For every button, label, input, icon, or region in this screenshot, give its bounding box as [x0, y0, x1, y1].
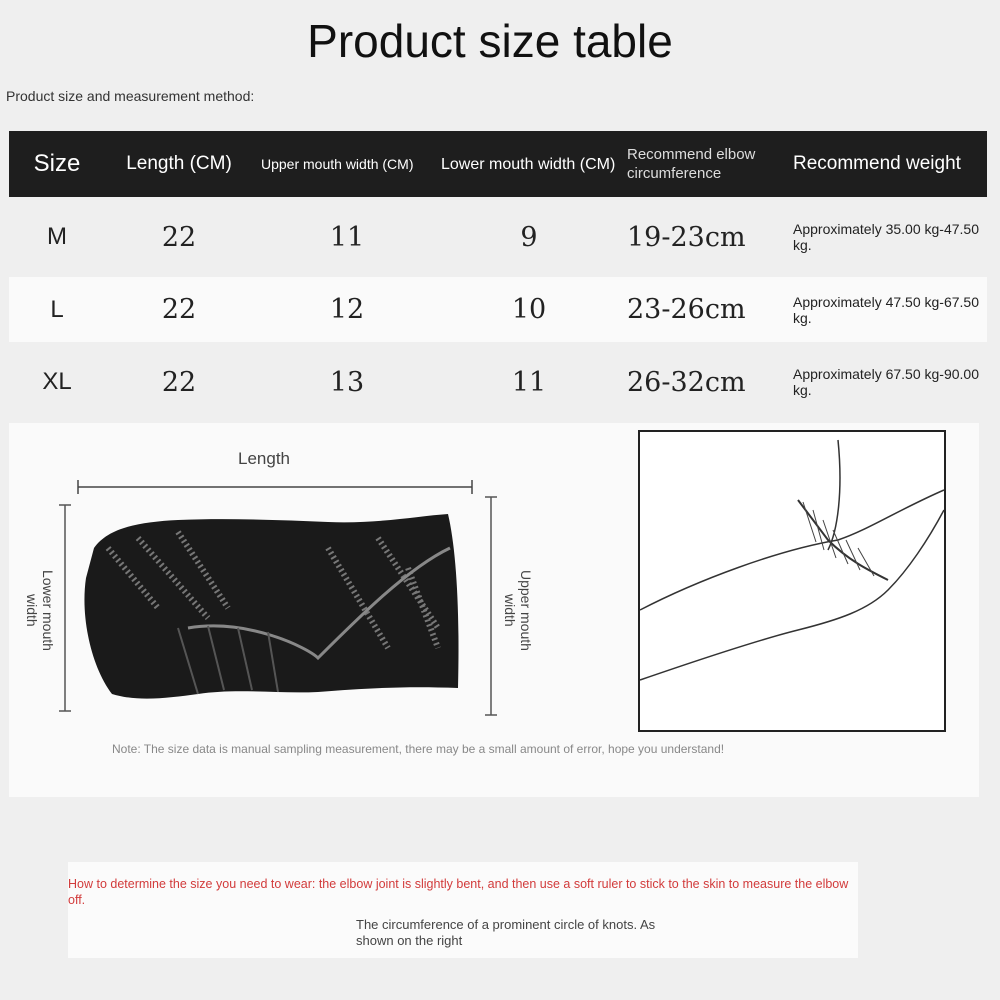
cell-weight: Approximately 47.50 kg-67.50 kg.: [793, 293, 979, 326]
arm-measuring-icon: [638, 430, 948, 734]
length-arrow-icon: [75, 478, 475, 498]
cell-elbow-circumference: 23-26cm: [627, 294, 746, 325]
cell-weight: Approximately 35.00 kg-47.50 kg.: [793, 221, 979, 253]
note-text: Note: The size data is manual sampling measurement, there may be a small amount of error, hope you understand!: [112, 742, 725, 756]
length-label: Length: [238, 449, 290, 468]
how-to-text: How to determine the size you need to wear: the elbow joint is slightly bent, and then use a soft ruler to stick to the skin to measure the elbow off.: [68, 877, 849, 907]
cell-size: XL: [42, 368, 72, 395]
cell-lower-width: 9: [520, 221, 538, 253]
lower-arrow-icon: [58, 503, 72, 713]
cell-length: 22: [161, 294, 197, 325]
header-size: Size: [33, 150, 81, 177]
cell-length: 22: [161, 221, 197, 253]
elbow-sleeve-icon: [78, 508, 464, 708]
cell-upper-width: 13: [329, 366, 365, 398]
header-length: Length (CM): [126, 153, 232, 174]
cell-size: M: [47, 223, 67, 250]
cell-upper-width: 12: [329, 294, 365, 325]
upper-arrow-icon: [484, 495, 498, 717]
circumference-text: The circumference of a prominent circle of knots. As shown on the right: [356, 917, 656, 948]
page-title: Product size table: [307, 15, 673, 67]
cell-lower-width: 11: [511, 366, 547, 398]
cell-upper-width: 11: [329, 221, 365, 253]
cell-size: L: [50, 295, 64, 323]
upper-mouth-label: Upper mouth width: [502, 569, 534, 651]
table-header: [9, 131, 987, 197]
cell-weight: Approximately 67.50 kg-90.00 kg.: [793, 366, 979, 398]
cell-length: 22: [161, 366, 197, 398]
lower-mouth-label: Lower mouth width: [24, 569, 56, 651]
header-weight: Recommend weight: [793, 153, 961, 174]
header-upper-width: Upper mouth width (CM): [261, 156, 414, 172]
table-row: [9, 197, 987, 277]
cell-elbow-circumference: 26-32cm: [627, 366, 746, 398]
subtitle: Product size and measurement method:: [6, 88, 255, 104]
cell-elbow-circumference: 19-23cm: [627, 221, 746, 253]
table-row: [9, 342, 987, 422]
header-elbow-circumference: Recommend elbow circumference: [627, 146, 756, 182]
table-row: [9, 277, 987, 342]
header-lower-width: Lower mouth width (CM): [441, 155, 616, 173]
cell-lower-width: 10: [511, 294, 547, 325]
size-table: [9, 131, 987, 422]
